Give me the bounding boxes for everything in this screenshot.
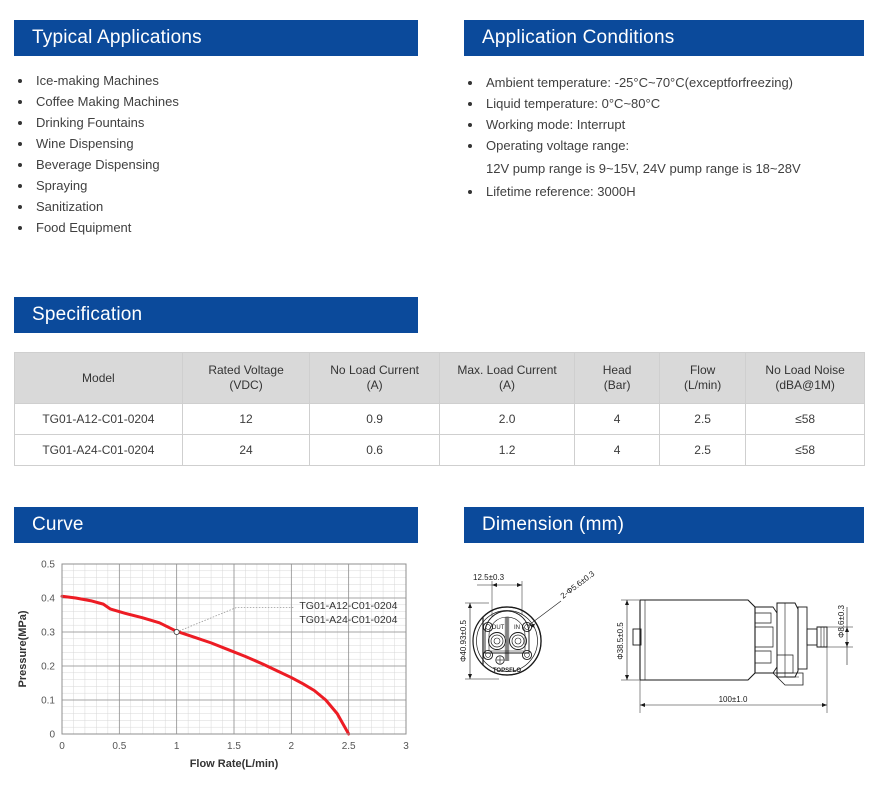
list-item-label: Ice-making Machines bbox=[36, 73, 159, 88]
list-item bbox=[14, 196, 418, 217]
cell-flow: 2.5 bbox=[660, 435, 746, 466]
curve-annotation-label: TG01-A12-C01-0204 bbox=[299, 599, 398, 612]
specification-table bbox=[14, 352, 865, 466]
bullet-dot-icon bbox=[468, 102, 472, 106]
column-header-model: Model bbox=[15, 353, 183, 404]
x-tick-label: 0.5 bbox=[112, 741, 127, 752]
list-item-label: Working mode: Interrupt bbox=[486, 117, 626, 132]
list-item bbox=[464, 181, 864, 202]
cell-max-load-current: 1.2 bbox=[439, 435, 574, 466]
y-tick-label: 0 bbox=[49, 729, 55, 741]
list-item bbox=[464, 72, 864, 93]
column-header-max-load-current: Max. Load Current (A) bbox=[439, 353, 574, 404]
y-tick-label: 0.4 bbox=[41, 593, 55, 605]
list-item-label: Liquid temperature: 0°C~80°C bbox=[486, 96, 661, 111]
list-item-label: Operating voltage range: bbox=[486, 138, 630, 153]
y-tick-label: 0.1 bbox=[41, 695, 55, 707]
list-item-label: Wine Dispensing bbox=[36, 136, 134, 151]
bullet-dot-icon bbox=[468, 190, 472, 194]
list-item bbox=[14, 217, 418, 238]
column-header-no-load-current: No Load Current (A) bbox=[310, 353, 440, 404]
list-item-label: Sanitization bbox=[36, 199, 104, 214]
side-dim-length: 100±1.0 bbox=[718, 695, 748, 704]
column-header-no-load-noise: No Load Noise (dBA@1M) bbox=[746, 353, 865, 404]
bullet-dot-icon bbox=[18, 163, 22, 167]
bullet-dot-icon bbox=[18, 79, 22, 83]
list-item-label: Drinking Fountains bbox=[36, 115, 145, 130]
x-tick-label: 1 bbox=[173, 741, 180, 752]
bullet-dot-icon bbox=[18, 205, 22, 209]
list-item bbox=[464, 135, 864, 156]
curve-annotation-label: TG01-A24-C01-0204 bbox=[299, 613, 398, 626]
application-conditions-list bbox=[464, 72, 864, 202]
curve-svg bbox=[14, 552, 418, 782]
typical-applications-list bbox=[14, 70, 418, 238]
cell-flow: 2.5 bbox=[660, 404, 746, 435]
port-label-in: IN bbox=[514, 625, 520, 631]
list-item-label: Food Equipment bbox=[36, 220, 132, 235]
list-item-label: Ambient temperature: -25°C~70°C(exceptforfreezing) bbox=[486, 75, 794, 90]
x-axis-label: Flow Rate(L/min) bbox=[189, 758, 279, 770]
x-tick-label: 1.5 bbox=[227, 741, 241, 752]
cell-no-load-noise: ≤58 bbox=[746, 404, 865, 435]
bullet-dot-icon bbox=[468, 123, 472, 127]
front-dim-diameter: Φ40.93±0.5 bbox=[459, 620, 468, 662]
list-item bbox=[14, 112, 418, 133]
bullet-dot-icon bbox=[18, 121, 22, 125]
table-row bbox=[15, 404, 865, 435]
bullet-dot-icon bbox=[468, 144, 472, 148]
front-dim-holes: 2-Φ5.6±0.3 bbox=[558, 569, 597, 601]
section-title-text: Curve bbox=[32, 514, 84, 535]
section-header-application-conditions bbox=[464, 20, 864, 56]
cell-max-load-current: 2.0 bbox=[439, 404, 574, 435]
list-item bbox=[464, 114, 864, 135]
cell-no-load-current: 0.9 bbox=[310, 404, 440, 435]
section-header-typical-applications bbox=[14, 20, 418, 56]
cell-model: TG01-A24-C01-0204 bbox=[15, 435, 183, 466]
x-tick-label: 2 bbox=[288, 741, 295, 752]
cell-rated-voltage: 24 bbox=[182, 435, 310, 466]
cell-rated-voltage: 12 bbox=[182, 404, 310, 435]
bullet-dot-icon bbox=[18, 142, 22, 146]
section-title-text: Specification bbox=[32, 304, 143, 325]
bullet-dot-icon bbox=[18, 100, 22, 104]
dimension-drawing bbox=[455, 555, 870, 740]
bullet-dot-icon bbox=[18, 226, 22, 230]
list-item bbox=[14, 70, 418, 91]
y-tick-label: 0.3 bbox=[41, 627, 55, 639]
y-tick-label: 0.2 bbox=[41, 661, 55, 673]
brand-label: TOPSFLO bbox=[492, 668, 522, 674]
x-tick-label: 2.5 bbox=[341, 741, 356, 752]
section-header-curve bbox=[14, 507, 418, 543]
cell-no-load-current: 0.6 bbox=[310, 435, 440, 466]
x-tick-label: 0 bbox=[59, 741, 65, 752]
list-item bbox=[14, 91, 418, 112]
side-view-group bbox=[616, 600, 853, 713]
dimension-svg bbox=[455, 555, 870, 740]
x-tick-label: 3 bbox=[403, 741, 409, 752]
cell-head: 4 bbox=[575, 435, 660, 466]
port-label-out: OUT bbox=[491, 625, 505, 631]
bullet-dot-icon bbox=[18, 184, 22, 188]
front-dim-width: 12.5±0.3 bbox=[473, 573, 505, 582]
section-title-text: Typical Applications bbox=[32, 27, 202, 48]
list-item-label: Beverage Dispensing bbox=[36, 157, 160, 172]
section-title-text: Application Conditions bbox=[482, 27, 675, 48]
y-tick-label: 0.5 bbox=[41, 559, 55, 571]
annotation-leader-line bbox=[177, 608, 294, 632]
cell-head: 4 bbox=[575, 404, 660, 435]
list-item-label: Spraying bbox=[36, 178, 88, 193]
column-header-head: Head (Bar) bbox=[575, 353, 660, 404]
side-dim-motor-diameter: Φ38.5±0.5 bbox=[616, 622, 625, 660]
front-view-group bbox=[459, 569, 597, 679]
section-title-text: Dimension (mm) bbox=[482, 514, 625, 535]
list-item-label: Coffee Making Machines bbox=[36, 94, 179, 109]
list-item bbox=[14, 154, 418, 175]
list-item-label: Lifetime reference: 3000H bbox=[486, 184, 636, 199]
column-header-flow: Flow (L/min) bbox=[660, 353, 746, 404]
list-item bbox=[14, 133, 418, 154]
y-axis-label: Pressure(MPa) bbox=[17, 610, 29, 688]
performance-curve-chart bbox=[14, 552, 418, 782]
section-header-dimension bbox=[464, 507, 864, 543]
bullet-dot-icon bbox=[468, 81, 472, 85]
cell-no-load-noise: ≤58 bbox=[746, 435, 865, 466]
cell-model: TG01-A12-C01-0204 bbox=[15, 404, 183, 435]
section-header-specification bbox=[14, 297, 418, 333]
list-item bbox=[464, 93, 864, 114]
side-dim-barb-diameter: Φ8.6±0.3 bbox=[837, 605, 846, 639]
list-item bbox=[14, 175, 418, 196]
voltage-range-detail bbox=[464, 158, 864, 179]
voltage-range-text: 12V pump range is 9~15V, 24V pump range is 18~28V bbox=[486, 161, 801, 176]
column-header-rated-voltage: Rated Voltage (VDC) bbox=[182, 353, 310, 404]
annotation-marker-point bbox=[174, 629, 179, 634]
table-header-row bbox=[15, 353, 865, 404]
table-row bbox=[15, 435, 865, 466]
